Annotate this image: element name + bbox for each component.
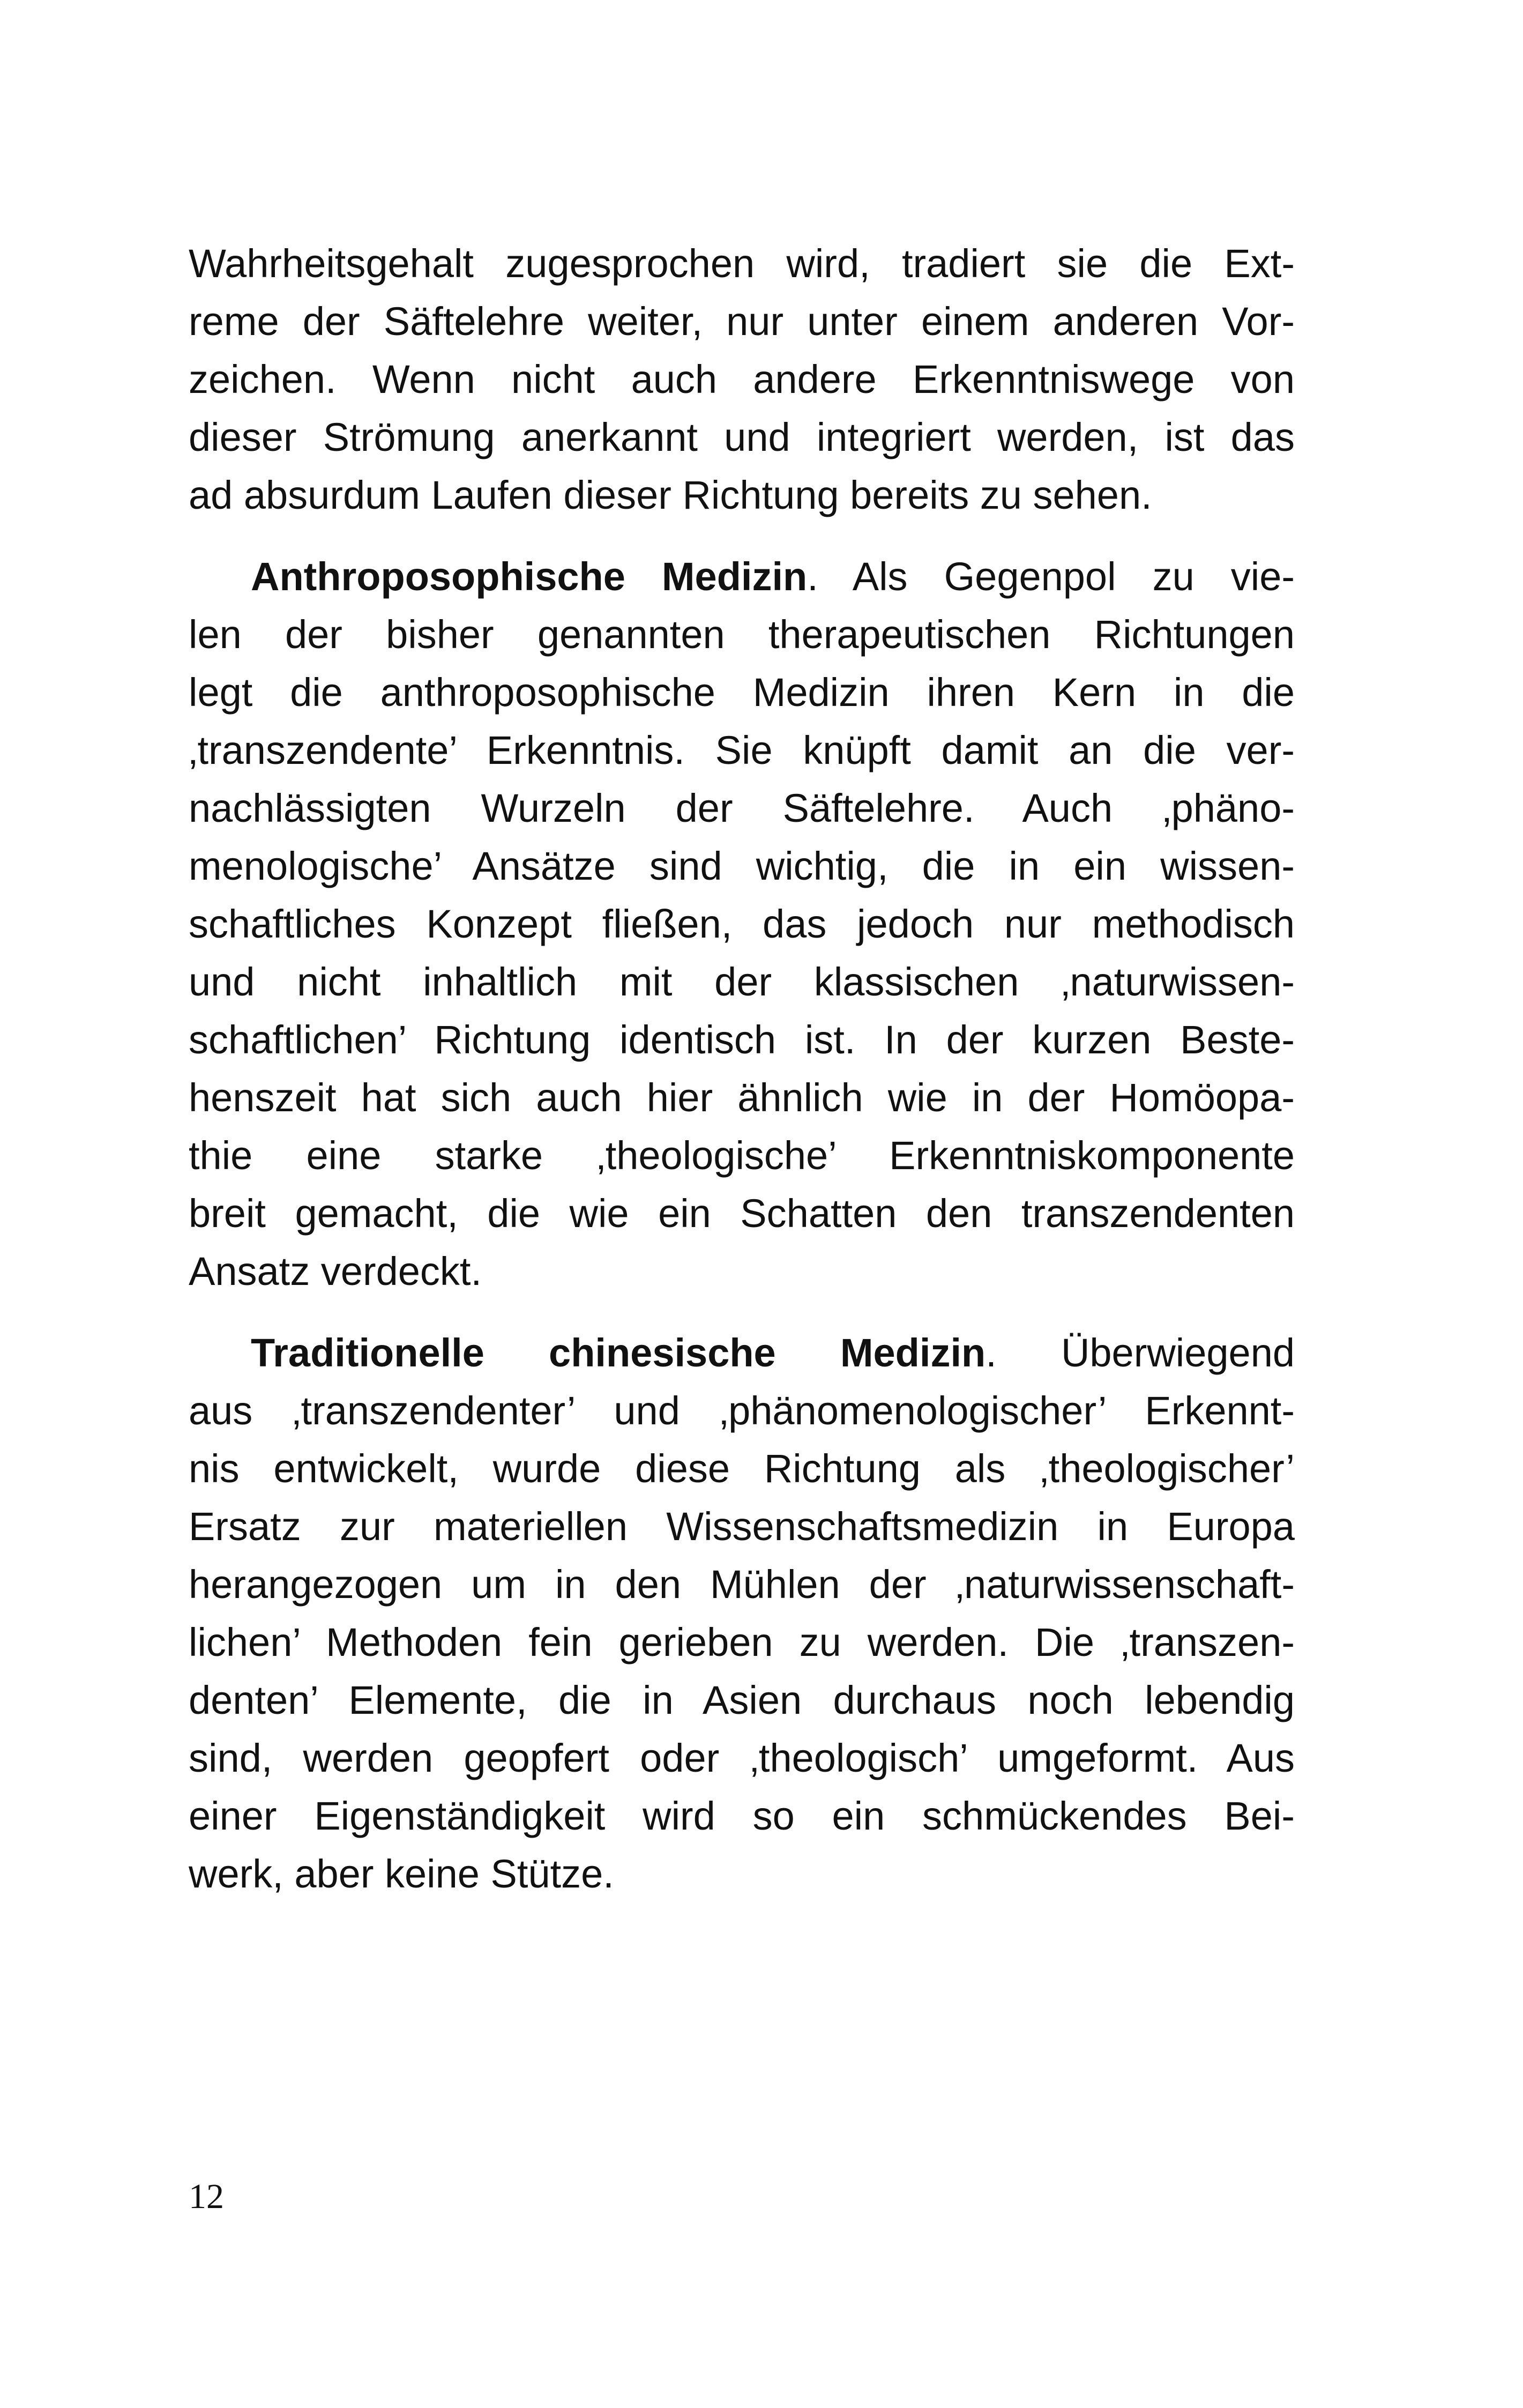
text-line: sind, werden geopfert oder ‚theologisch’ umgeformt. Aus — [189, 1736, 1295, 1780]
text-line: zeichen. Wenn nicht auch andere Erkenntniswege von — [189, 357, 1295, 402]
text-line: aus ‚transzendenter’ und ‚phänomenologischer’ Erkennt- — [189, 1388, 1295, 1433]
text-line: werk, aber keine Stütze. — [189, 1852, 614, 1896]
text-line — [189, 1324, 1295, 1382]
section-heading-tcm: Traditionelle chinesische Medizin — [251, 1331, 986, 1375]
text-line: Ersatz zur materiellen Wissenschaftsmedizin in Europa — [189, 1504, 1295, 1549]
text-line: Wahrheitsgehalt zugesprochen wird, tradiert sie die Ext- — [189, 241, 1295, 286]
text-line: schaftliches Konzept fließen, das jedoch nur methodisch — [189, 902, 1295, 946]
text-line: reme der Säftelehre weiter, nur unter einem anderen Vor- — [189, 299, 1295, 344]
text-line: henszeit hat sich auch hier ähnlich wie in der Homöopa- — [189, 1075, 1295, 1120]
text-line: dieser Strömung anerkannt und integriert werden, ist das — [189, 415, 1295, 459]
text-line-continuation: . Als Gegenpol zu vie- — [807, 554, 1295, 599]
body-text — [189, 235, 1295, 1903]
text-line: schaftlichen’ Richtung identisch ist. In der kurzen Beste- — [189, 1017, 1295, 1062]
text-line: ‚transzendente’ Erkenntnis. Sie knüpft damit an die ver- — [189, 728, 1295, 772]
text-line: Ansatz verdeckt. — [189, 1249, 482, 1294]
text-line: und nicht inhaltlich mit der klassischen ‚naturwissen- — [189, 960, 1295, 1004]
text-line: len der bisher genannten therapeutischen Richtungen — [189, 612, 1295, 657]
text-line: nis entwickelt, wurde diese Richtung als ‚theologischer’ — [189, 1446, 1295, 1491]
text-line: herangezogen um in den Mühlen der ‚naturwissenschaft- — [189, 1562, 1295, 1607]
text-line — [189, 548, 1295, 606]
paragraph-tcm — [189, 1324, 1295, 1903]
text-line: menologische’ Ansätze sind wichtig, die in ein wissen- — [189, 844, 1295, 888]
text-line: denten’ Elemente, die in Asien durchaus noch lebendig — [189, 1678, 1295, 1722]
text-line: legt die anthroposophische Medizin ihren Kern in die — [189, 670, 1295, 715]
text-line: breit gemacht, die wie ein Schatten den transzendenten — [189, 1191, 1295, 1236]
paragraph-anthroposophy — [189, 548, 1295, 1300]
text-line: ad absurdum Laufen dieser Richtung bereits zu sehen. — [189, 473, 1152, 517]
text-line: thie eine starke ‚theologische’ Erkenntniskomponente — [189, 1133, 1295, 1178]
text-line: lichen’ Methoden fein gerieben zu werden. Die ‚transzen- — [189, 1620, 1295, 1664]
text-line: nachlässigten Wurzeln der Säftelehre. Auch ‚phäno- — [189, 786, 1295, 830]
section-heading-anthroposophy: Anthroposophische Medizin — [251, 554, 808, 599]
page-number: 12 — [189, 2177, 224, 2216]
text-line-continuation: . Überwiegend — [986, 1331, 1295, 1375]
text-line: einer Eigenständigkeit wird so ein schmückendes Bei- — [189, 1794, 1295, 1838]
paragraph-intro — [189, 235, 1295, 524]
